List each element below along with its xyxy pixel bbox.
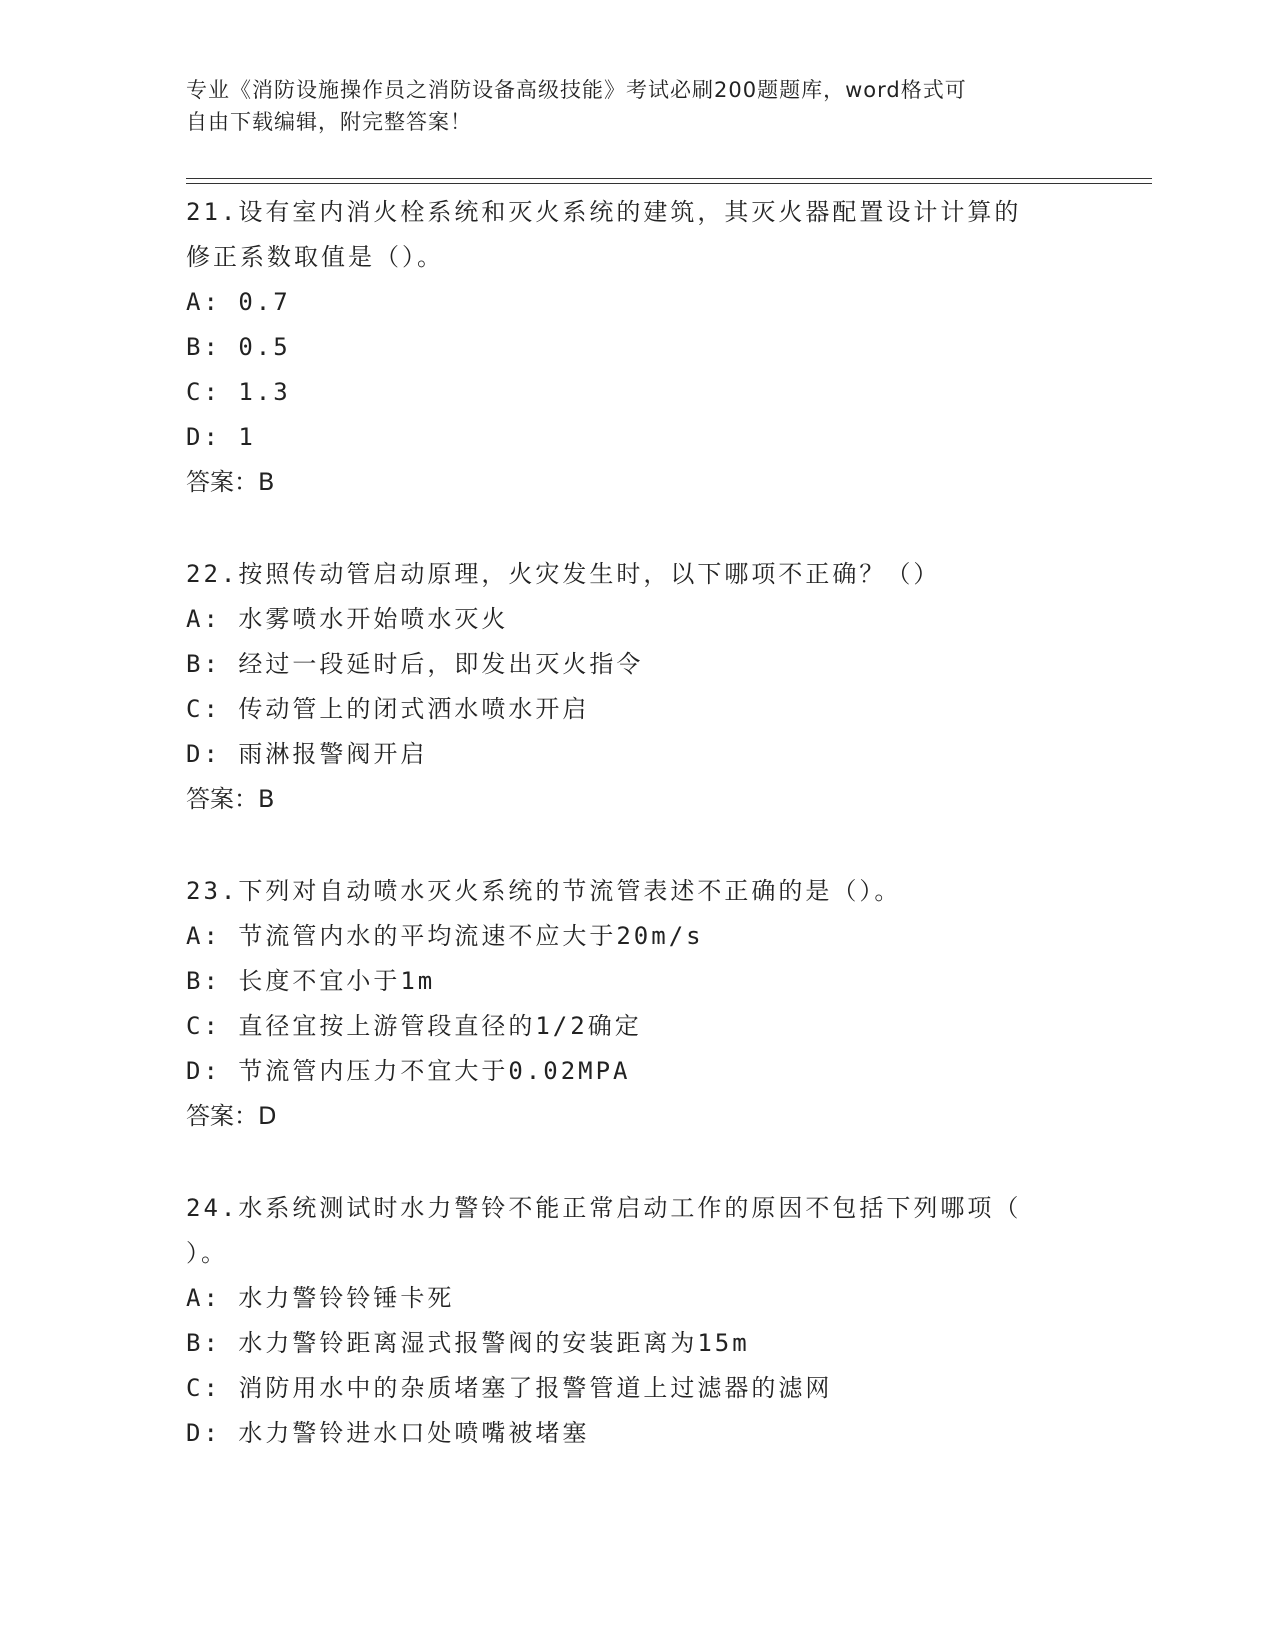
answer: 答案：B (186, 468, 275, 496)
answer: 答案：B (186, 785, 275, 813)
question-text-continued: 修正系数取值是（）。 (186, 243, 444, 271)
question-text: 21.设有室内消火栓系统和灭火系统的建筑，其灭火器配置设计计算的 (186, 198, 1022, 226)
option-a: A: 0.7 (186, 288, 291, 316)
option-b: B: 0.5 (186, 333, 291, 361)
header-divider-top (186, 178, 1152, 179)
question-22 (186, 552, 1086, 822)
spacer (186, 1139, 1086, 1186)
spacer (186, 822, 1086, 869)
option-d: D: 水力警铃进水口处喷嘴被堵塞 (186, 1419, 590, 1447)
option-a: A: 节流管内水的平均流速不应大于20m/s (186, 922, 704, 950)
question-23 (186, 869, 1086, 1139)
question-text: 23.下列对自动喷水灭火系统的节流管表述不正确的是（）。 (186, 877, 902, 905)
spacer (186, 505, 1086, 552)
option-c: C: 直径宜按上游管段直径的1/2确定 (186, 1012, 642, 1040)
option-b: B: 经过一段延时后，即发出灭火指令 (186, 650, 644, 678)
option-b: B: 水力警铃距离湿式报警阀的安装距离为15m (186, 1329, 750, 1357)
header-line-1: 专业《消防设施操作员之消防设备高级技能》考试必刷200题题库，word格式可 (186, 78, 967, 102)
question-21 (186, 190, 1086, 505)
option-d: D: 节流管内压力不宜大于0.02MPA (186, 1057, 631, 1085)
question-text: 24.水系统测试时水力警铃不能正常启动工作的原因不包括下列哪项（ (186, 1194, 1022, 1222)
question-list (186, 190, 1086, 1456)
option-c: C: 传动管上的闭式洒水喷水开启 (186, 695, 590, 723)
question-24 (186, 1186, 1086, 1456)
option-c: C: 1.3 (186, 378, 291, 406)
option-c: C: 消防用水中的杂质堵塞了报警管道上过滤器的滤网 (186, 1374, 833, 1402)
header-divider-bottom (186, 183, 1152, 184)
header-line-2: 自由下载编辑，附完整答案！ (186, 110, 472, 134)
option-b: B: 长度不宜小于1m (186, 967, 436, 995)
question-text: 22.按照传动管启动原理，火灾发生时，以下哪项不正确？（） (186, 560, 941, 588)
option-a: A: 水力警铃铃锤卡死 (186, 1284, 455, 1312)
option-d: D: 雨淋报警阀开启 (186, 740, 428, 768)
document-header (186, 74, 1066, 138)
question-text-continued: ）。 (186, 1239, 228, 1267)
option-d: D: 1 (186, 423, 256, 451)
option-a: A: 水雾喷水开始喷水灭火 (186, 605, 509, 633)
answer: 答案：D (186, 1102, 277, 1130)
